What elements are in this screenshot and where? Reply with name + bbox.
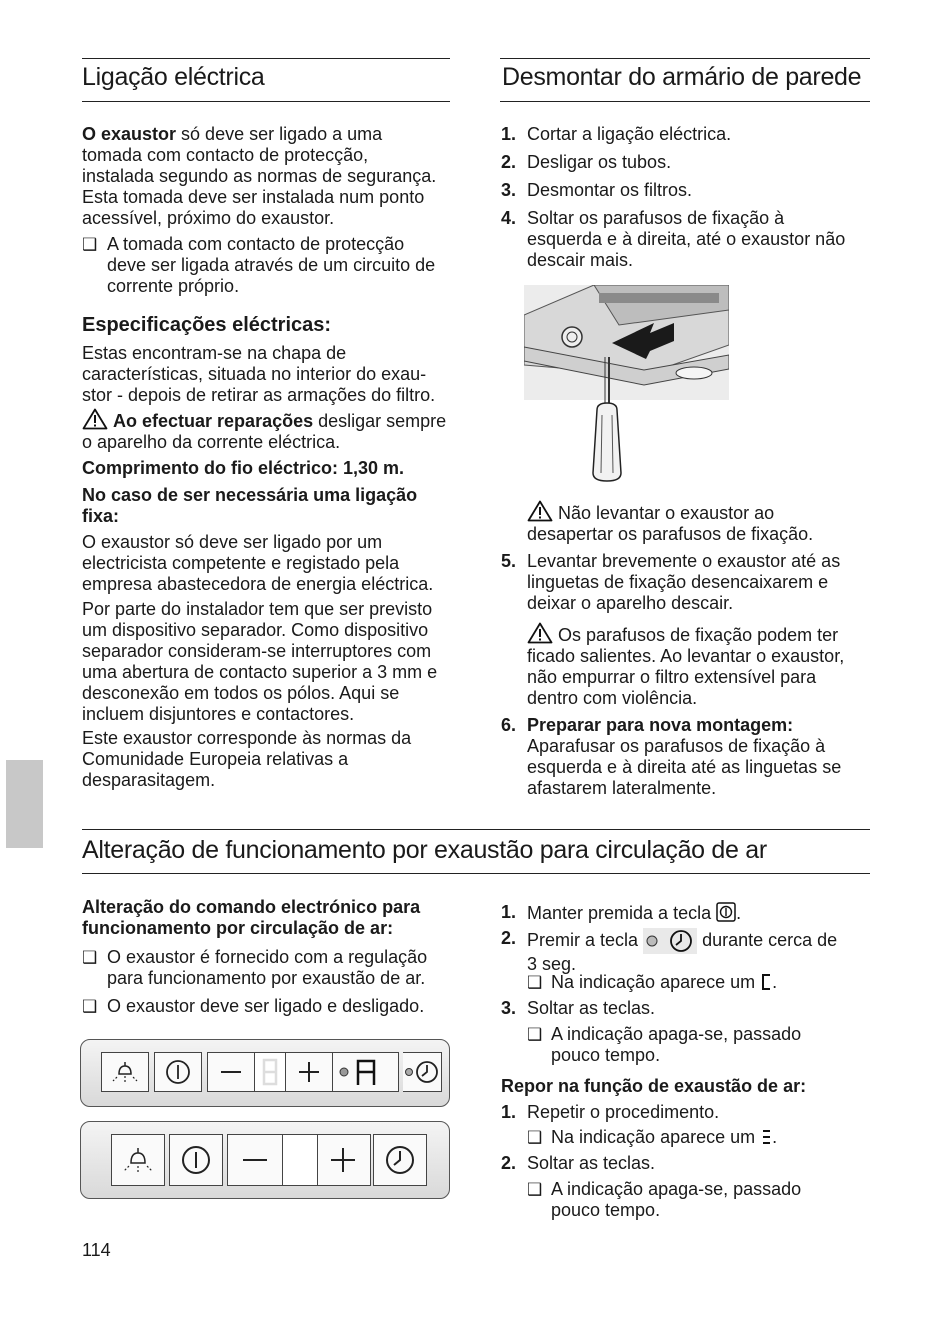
heading-specs: Especificações eléctricas: bbox=[82, 314, 332, 336]
paragraph-electrician: O exaustor só deve ser ligado por um electricista competente e registado pela empresa abastecedora de energia eléctrica. bbox=[82, 532, 434, 594]
step-number: 3. bbox=[501, 998, 517, 1018]
step-text: Manter premida a tecla . bbox=[527, 903, 742, 923]
check-item-switch: O exaustor deve ser ligado e desligado. bbox=[107, 996, 425, 1016]
warning-screws: Os parafusos de fixação podem ter ficado salientes. Ao levantar o exaustor, não empurrar o filtro extensível para dentro com violência. bbox=[527, 622, 844, 709]
section-title-electrical: Ligação eléctrica bbox=[82, 63, 265, 91]
checkbox-icon: ❑ bbox=[527, 973, 543, 992]
display-e-icon bbox=[760, 1128, 772, 1146]
check-item-display-off-2: A indicação apaga-se, passado pouco tempo. bbox=[551, 1179, 802, 1220]
step-number: 2. bbox=[501, 1153, 517, 1173]
check-item-factory-setting: O exaustor é fornecido com a regulação para funcionamento por exaustão de ar. bbox=[107, 947, 428, 988]
display-c-icon bbox=[760, 973, 772, 991]
plus-icon[interactable] bbox=[286, 1053, 332, 1091]
warning-icon bbox=[82, 408, 108, 430]
step-text: Desmontar os filtros. bbox=[527, 180, 693, 200]
step-number: 5. bbox=[501, 551, 517, 571]
checkbox-icon: ❑ bbox=[527, 1025, 543, 1044]
check-item-display-off: A indicação apaga-se, passado pouco tempo. bbox=[551, 1024, 802, 1065]
display-area bbox=[332, 1053, 399, 1091]
power-key-icon bbox=[716, 902, 736, 922]
power-button[interactable] bbox=[154, 1052, 202, 1092]
warning-repairs: Ao efectuar reparações desligar sempre o aparelho da corrente eléctrica. bbox=[82, 408, 446, 453]
rule bbox=[82, 58, 450, 59]
step-number: 2. bbox=[501, 152, 517, 172]
light-button[interactable] bbox=[111, 1134, 165, 1186]
step-number: 1. bbox=[501, 1102, 517, 1122]
rule bbox=[500, 101, 870, 102]
control-panel-1 bbox=[80, 1039, 450, 1107]
paragraph-connection: O exaustor só deve ser ligado a uma tomada com contacto de protecção, instalada segundo as normas de segurança. Esta tomada deve ser instalada num ponto acessível, próximo do exaustor. bbox=[82, 124, 437, 228]
power-icon bbox=[170, 1135, 222, 1185]
heading-fixed-connection: No caso de ser necessária uma ligação fixa: bbox=[82, 485, 418, 526]
page-number: 114 bbox=[82, 1240, 111, 1260]
heading-electronic-control: Alteração do comando electrónico para funcionamento por circulação de ar: bbox=[82, 897, 421, 938]
step-text: Levantar brevemente o exaustor até as linguetas de fixação desencaixarem e deixar o aparelho descair. bbox=[527, 551, 841, 613]
power-icon bbox=[155, 1053, 201, 1091]
step-text: Soltar as teclas. bbox=[527, 1153, 656, 1173]
step-text: Premir a tecla durante cerca de 3 seg. bbox=[527, 930, 838, 974]
paragraph-installer: Por parte do instalador tem que ser previsto um dispositivo separador. Como dispositivo separador consideram-se interruptores com uma abertura de contacto superior a 3 mm e desconexão em todos os pólos. Aqui se incluem disjuntores e contactores. bbox=[82, 599, 438, 724]
side-tab-marker bbox=[6, 760, 43, 848]
display-off bbox=[254, 1053, 286, 1091]
timer-key-icon bbox=[643, 928, 697, 954]
section-title-dismount: Desmontar do armário de parede bbox=[502, 63, 862, 91]
step-text: Cortar a ligação eléctrica. bbox=[527, 124, 732, 144]
minus-icon[interactable] bbox=[228, 1135, 282, 1185]
display-blank bbox=[282, 1135, 318, 1185]
rule bbox=[82, 873, 870, 874]
step-number: 6. bbox=[501, 715, 517, 735]
control-panel-2 bbox=[80, 1121, 450, 1199]
check-item-socket: A tomada com contacto de protecção deve ser ligada através de um circuito de corrente próprio. bbox=[107, 234, 436, 296]
heading-reset: Repor na função de exaustão de ar: bbox=[501, 1076, 807, 1096]
section-title-recirculation: Alteração de funcionamento por exaustão para circulação de ar bbox=[82, 836, 767, 864]
timer-icon bbox=[403, 1053, 441, 1091]
light-icon bbox=[102, 1053, 148, 1091]
paragraph-eu-norms: Este exaustor corresponde às normas da Comunidade Europeia relativas a desparasitagem. bbox=[82, 728, 412, 790]
checkbox-icon: ❑ bbox=[82, 235, 98, 254]
timer-button[interactable] bbox=[373, 1134, 427, 1186]
power-button[interactable] bbox=[169, 1134, 223, 1186]
step-number: 1. bbox=[501, 902, 517, 922]
cable-length: Comprimento do fio eléctrico: 1,30 m. bbox=[82, 458, 405, 478]
timer-button[interactable] bbox=[403, 1052, 442, 1092]
step-text: Soltar os parafusos de fixação à esquerda e à direita, até o exaustor não descair mais. bbox=[527, 208, 846, 270]
light-icon bbox=[112, 1135, 164, 1185]
step-text: Preparar para nova montagem: Aparafusar os parafusos de fixação à esquerda e à direita até as linguetas se afastarem lateralmente. bbox=[527, 715, 842, 798]
checkbox-icon: ❑ bbox=[82, 997, 98, 1016]
indicator-led-icon bbox=[339, 1067, 349, 1077]
fan-control-group bbox=[227, 1134, 371, 1186]
step-text: Soltar as teclas. bbox=[527, 998, 656, 1018]
display-digit bbox=[353, 1057, 379, 1087]
rule bbox=[82, 101, 450, 102]
timer-icon bbox=[374, 1135, 426, 1185]
fan-control-group bbox=[207, 1052, 399, 1092]
paragraph-specs: Estas encontram-se na chapa de características, situada no interior do exau- stor - depois de retirar as armações do filtro. bbox=[82, 343, 436, 405]
minus-icon[interactable] bbox=[208, 1053, 254, 1091]
light-button[interactable] bbox=[101, 1052, 149, 1092]
check-item-display-e: Na indicação aparece um . bbox=[551, 1127, 778, 1147]
warning-icon bbox=[527, 622, 553, 644]
check-item-display-c: Na indicação aparece um . bbox=[551, 972, 778, 992]
screwdriver-illustration bbox=[524, 285, 729, 485]
step-number: 2. bbox=[501, 928, 517, 948]
warning-icon bbox=[527, 500, 553, 522]
step-number: 4. bbox=[501, 208, 517, 228]
checkbox-icon: ❑ bbox=[82, 948, 98, 967]
step-text: Repetir o procedimento. bbox=[527, 1102, 720, 1122]
rule bbox=[82, 829, 870, 830]
step-text: Desligar os tubos. bbox=[527, 152, 672, 172]
plus-icon[interactable] bbox=[316, 1135, 370, 1185]
step-number: 3. bbox=[501, 180, 517, 200]
checkbox-icon: ❑ bbox=[527, 1128, 543, 1147]
warning-lift: Não levantar o exaustor ao desapertar os parafusos de fixação. bbox=[527, 500, 813, 545]
rule bbox=[500, 58, 870, 59]
step-number: 1. bbox=[501, 124, 517, 144]
checkbox-icon: ❑ bbox=[527, 1180, 543, 1199]
